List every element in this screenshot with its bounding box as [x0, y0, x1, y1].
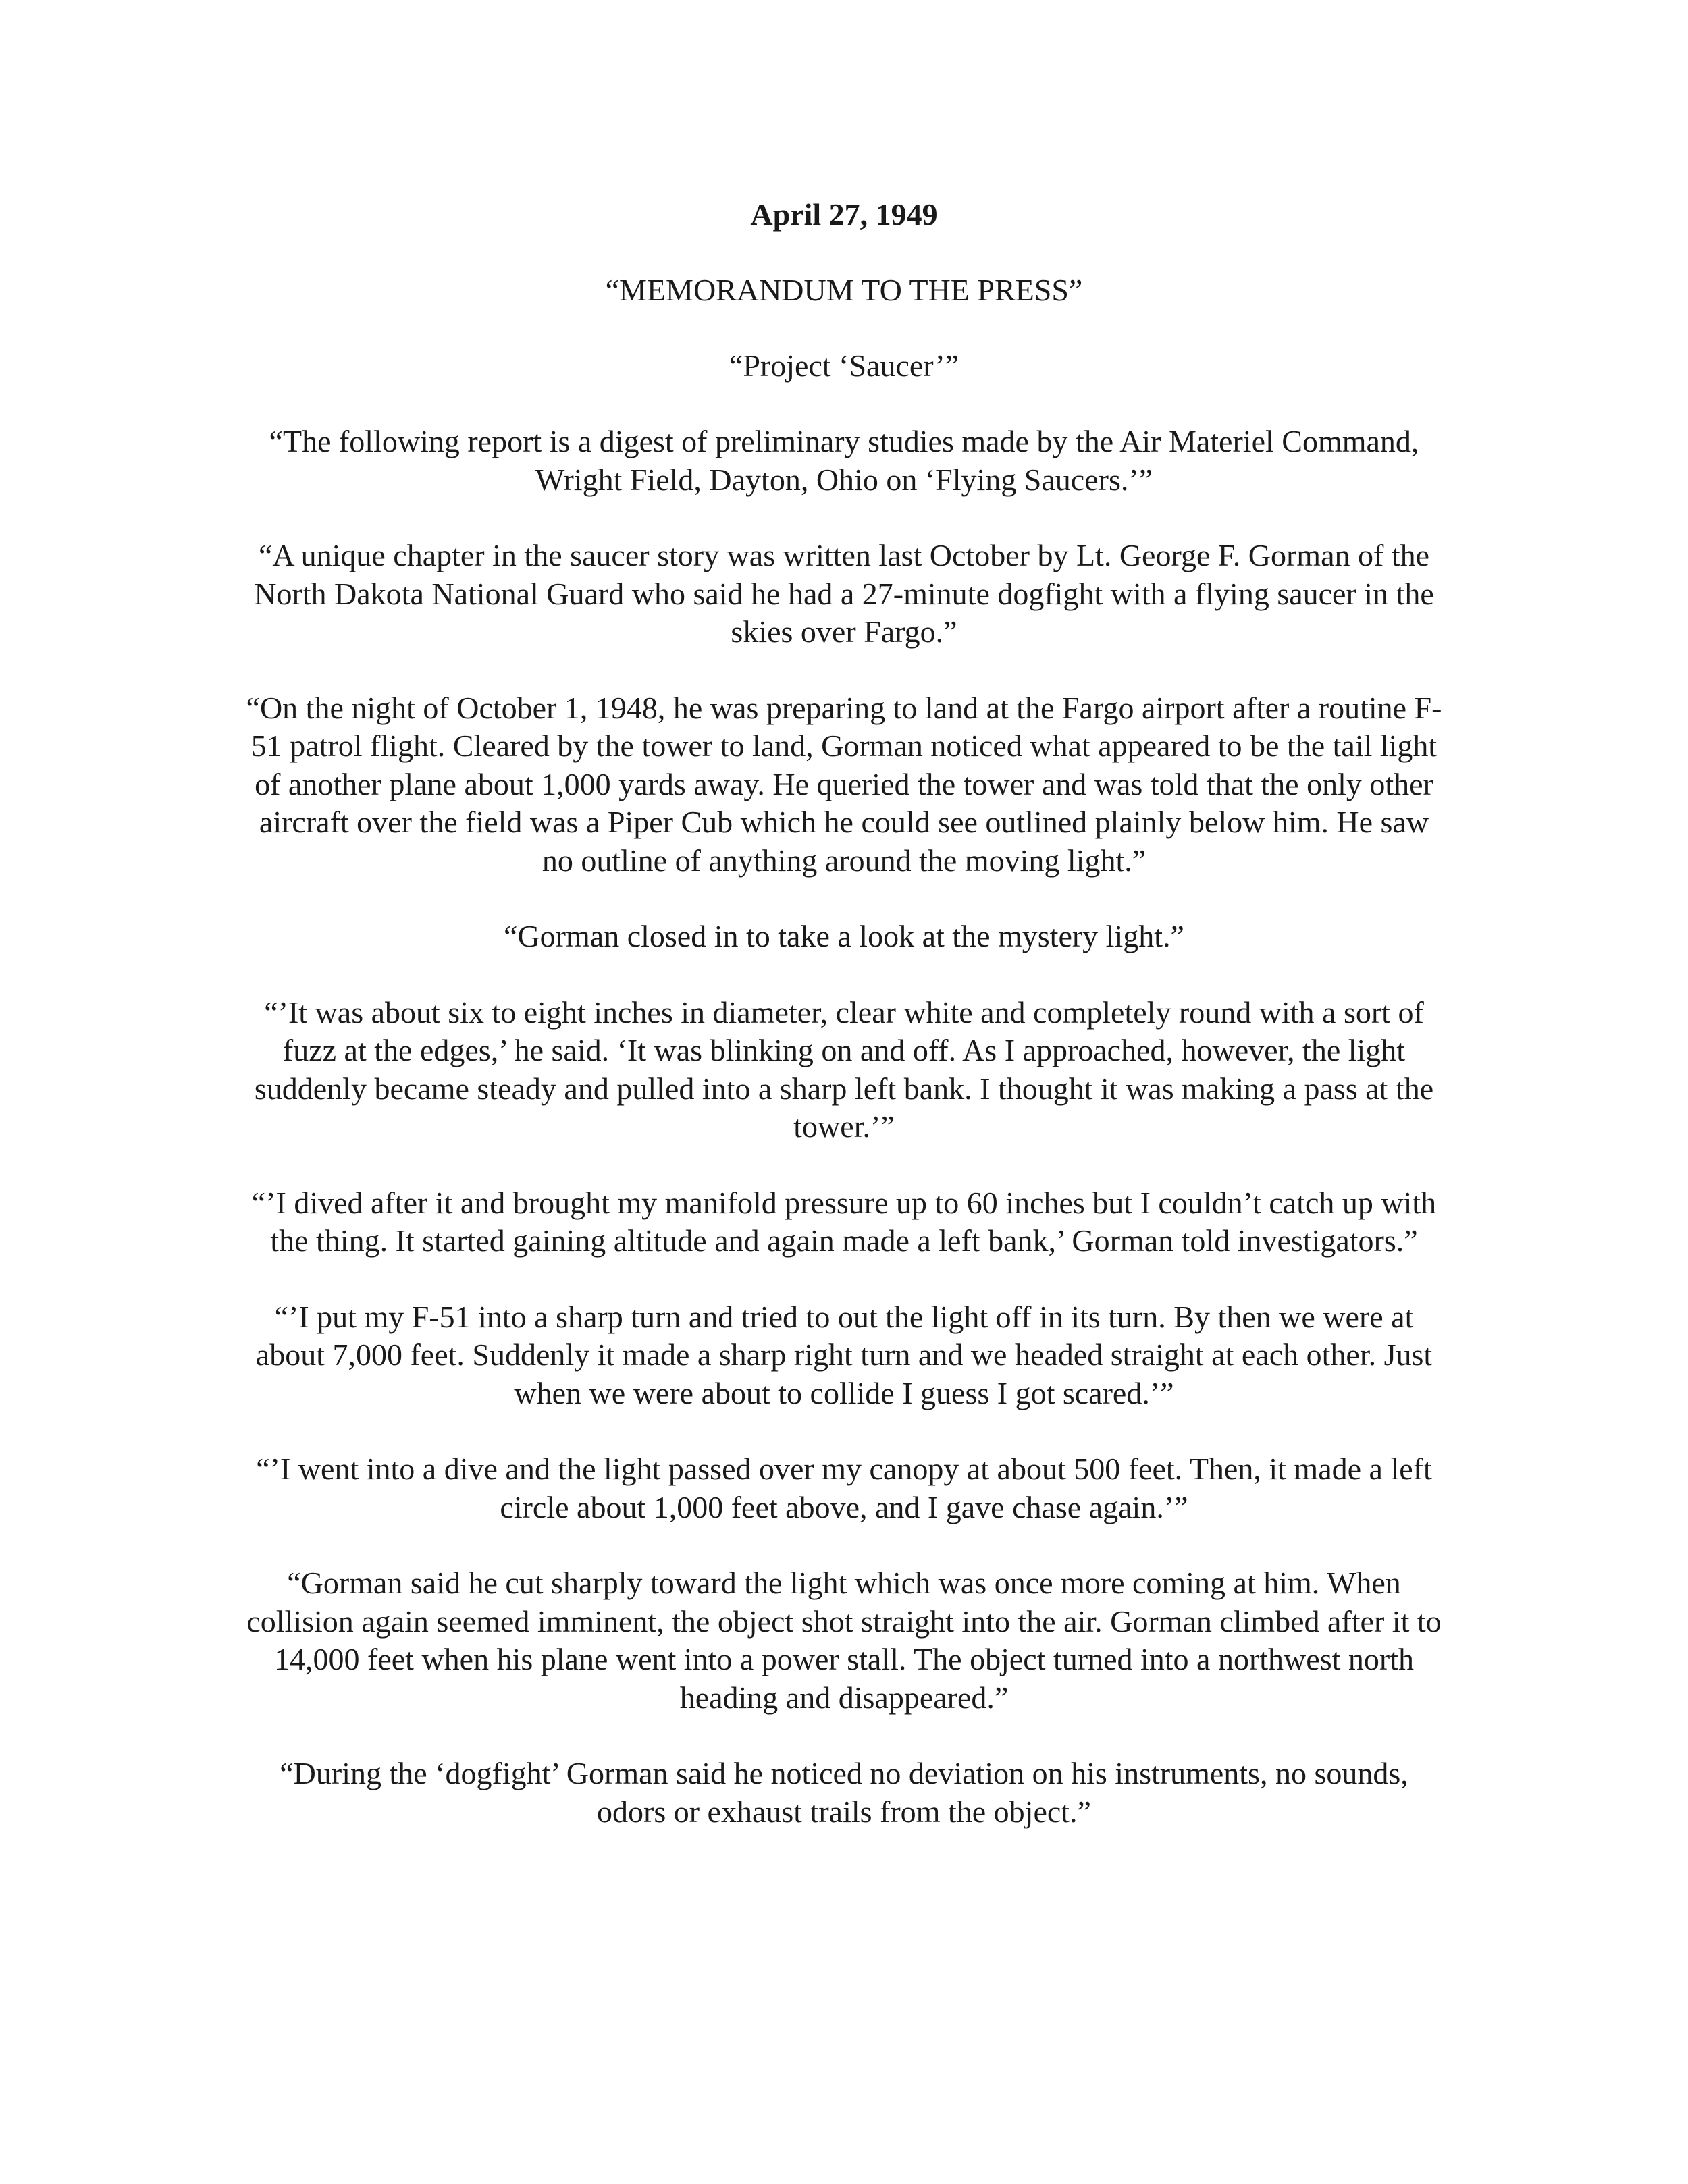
memo-title: “MEMORANDUM TO THE PRESS”: [605, 273, 1083, 307]
project-title: “Project ‘Saucer’”: [729, 348, 959, 383]
paragraph-dived-after: “’I dived after it and brought my manifold pressure up to 60 inches but I couldn’t catch up with the thing. It started gaining altitude and again made a left bank,’ Gorman told investigators.”: [251, 1185, 1437, 1258]
paragraph-sharp-turn: “’I put my F-51 into a sharp turn and tried to out the light off in its turn. By then we were at about 7,000 feet. Suddenly it made a sharp right turn and we headed straight at each other. Just when we were about to collide I guess I got scared.’”: [255, 1299, 1433, 1410]
document-body: [243, 196, 1445, 1831]
paragraph-no-deviation: “During the ‘dogfight’ Gorman said he noticed no deviation on his instruments, no sounds, odors or exhaust trails from the object.”: [280, 1756, 1408, 1829]
paragraph-intro: “The following report is a digest of preliminary studies made by the Air Materiel Command, Wright Field, Dayton, Ohio on ‘Flying Saucers.’”: [269, 424, 1419, 497]
paragraph-light-description: “’It was about six to eight inches in diameter, clear white and completely round with a sort of fuzz at the edges,’ he said. ‘It was blinking on and off. As I approached, however, the light suddenly became steady and pulled into a sharp left bank. I thought it was making a pass at the tower.’”: [254, 994, 1434, 1144]
paragraph-closed-in: “Gorman closed in to take a look at the mystery light.”: [504, 919, 1184, 953]
paragraph-power-stall: “Gorman said he cut sharply toward the light which was once more coming at him. When collision again seemed imminent, the object shot straight into the air. Gorman climbed after it to 14,000 feet when his plane went into a power stall. The object turned into a northwest north heading and disappeared.”: [246, 1566, 1442, 1715]
paragraph-gorman-chapter: “A unique chapter in the saucer story was written last October by Lt. George F. Gorman of the North Dakota National Guard who said he had a 27-minute dogfight with a flying saucer in the skies over Fargo.”: [254, 538, 1434, 649]
document-date: April 27, 1949: [750, 197, 938, 232]
paragraph-october-night: “On the night of October 1, 1948, he was preparing to land at the Fargo airport after a routine F-51 patrol flight. Cleared by the tower to land, Gorman noticed what appeared to be the tail light of another plane about 1,000 yards away. He queried the tower and was told that the only other aircraft over the field was a Piper Cub which he could see outlined plainly below him. He saw no outline of anything around the moving light.”: [246, 690, 1442, 878]
paragraph-dive-canopy: “’I went into a dive and the light passed over my canopy at about 500 feet. Then, it made a left circle about 1,000 feet above, and I gave chase again.’”: [256, 1451, 1432, 1524]
